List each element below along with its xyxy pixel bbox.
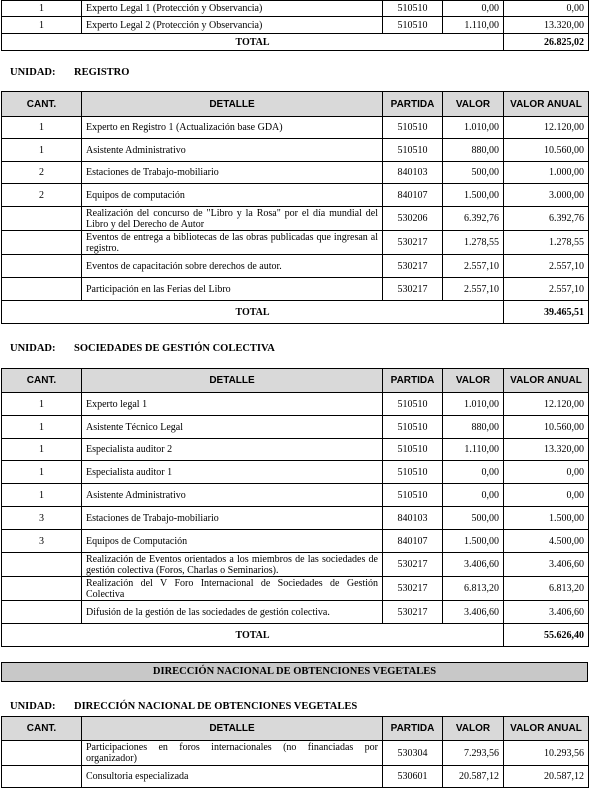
table-row bbox=[2, 416, 589, 439]
cant-cell bbox=[2, 553, 82, 577]
header-row bbox=[2, 92, 589, 117]
cant-cell: 1 bbox=[2, 17, 82, 34]
table-row bbox=[2, 231, 589, 255]
unit-name: DIRECCIÓN NACIONAL DE OBTENCIONES VEGETALES bbox=[74, 701, 358, 712]
anual-cell: 1.500,00 bbox=[504, 507, 589, 530]
detalle-cell: Especialista auditor 1 bbox=[82, 461, 383, 484]
detalle-cell: Experto en Registro 1 (Actualización base GDA) bbox=[82, 117, 383, 139]
partida-cell: 510510 bbox=[383, 484, 443, 507]
anual-cell: 13.320,00 bbox=[504, 439, 589, 461]
table-row bbox=[2, 162, 589, 184]
unit-heading-obtenciones bbox=[10, 701, 357, 712]
header-valor-anual: VALOR ANUAL bbox=[504, 92, 589, 117]
header-cant: CANT. bbox=[2, 717, 82, 741]
valor-cell: 2.557,10 bbox=[443, 278, 504, 301]
valor-cell: 880,00 bbox=[443, 139, 504, 162]
partida-cell: 530217 bbox=[383, 553, 443, 577]
valor-cell: 6.813,20 bbox=[443, 577, 504, 601]
partida-cell: 530217 bbox=[383, 255, 443, 278]
cant-cell bbox=[2, 231, 82, 255]
partida-cell: 510510 bbox=[383, 139, 443, 162]
anual-cell: 2.557,10 bbox=[504, 278, 589, 301]
valor-cell: 1.278,55 bbox=[443, 231, 504, 255]
detalle-cell: Experto Legal 2 (Protección y Observancia) bbox=[82, 17, 383, 34]
anual-cell: 0,00 bbox=[504, 461, 589, 484]
top-budget-table bbox=[1, 0, 589, 51]
valor-cell: 1.010,00 bbox=[443, 393, 504, 416]
cant-cell bbox=[2, 601, 82, 624]
detalle-cell: Equipos de computación bbox=[82, 184, 383, 207]
header-row bbox=[2, 369, 589, 393]
table-row bbox=[2, 553, 589, 577]
valor-cell: 0,00 bbox=[443, 484, 504, 507]
table-row bbox=[2, 1, 589, 17]
header-partida: PARTIDA bbox=[383, 369, 443, 393]
total-row bbox=[2, 624, 589, 647]
anual-cell: 3.000,00 bbox=[504, 184, 589, 207]
cant-cell bbox=[2, 766, 82, 788]
header-valor-anual: VALOR ANUAL bbox=[504, 369, 589, 393]
header-valor-anual: VALOR ANUAL bbox=[504, 717, 589, 741]
anual-cell: 1.278,55 bbox=[504, 231, 589, 255]
unit-heading-sociedades bbox=[10, 343, 275, 354]
header-valor: VALOR bbox=[443, 92, 504, 117]
anual-cell: 4.500,00 bbox=[504, 530, 589, 553]
cant-cell: 1 bbox=[2, 117, 82, 139]
partida-cell: 840107 bbox=[383, 530, 443, 553]
cant-cell: 1 bbox=[2, 139, 82, 162]
header-detalle: DETALLE bbox=[82, 369, 383, 393]
cant-cell bbox=[2, 255, 82, 278]
valor-cell: 1.500,00 bbox=[443, 530, 504, 553]
anual-cell: 12.120,00 bbox=[504, 393, 589, 416]
anual-cell: 3.406,60 bbox=[504, 601, 589, 624]
valor-cell: 1.110,00 bbox=[443, 439, 504, 461]
partida-cell: 530217 bbox=[383, 231, 443, 255]
table-row bbox=[2, 507, 589, 530]
anual-cell: 10.293,56 bbox=[504, 741, 589, 766]
unit-label: UNIDAD: bbox=[10, 701, 56, 712]
partida-cell: 840103 bbox=[383, 507, 443, 530]
total-value: 55.626,40 bbox=[504, 624, 589, 647]
anual-cell: 10.560,00 bbox=[504, 416, 589, 439]
partida-cell: 510510 bbox=[383, 17, 443, 34]
partida-cell: 530304 bbox=[383, 741, 443, 766]
sociedades-budget-table bbox=[1, 368, 589, 647]
unit-name: REGISTRO bbox=[74, 67, 130, 78]
table-row bbox=[2, 741, 589, 766]
table-row bbox=[2, 530, 589, 553]
partida-cell: 530601 bbox=[383, 766, 443, 788]
table-row bbox=[2, 278, 589, 301]
anual-cell: 1.000,00 bbox=[504, 162, 589, 184]
header-detalle: DETALLE bbox=[82, 717, 383, 741]
cant-cell: 1 bbox=[2, 439, 82, 461]
valor-cell: 2.557,10 bbox=[443, 255, 504, 278]
total-label: TOTAL bbox=[2, 624, 504, 647]
table-row bbox=[2, 184, 589, 207]
table-row bbox=[2, 601, 589, 624]
detalle-cell: Estaciones de Trabajo-mobiliario bbox=[82, 507, 383, 530]
valor-cell: 1.500,00 bbox=[443, 184, 504, 207]
detalle-cell: Difusión de la gestión de las sociedades de gestión colectiva. bbox=[82, 601, 383, 624]
total-row bbox=[2, 301, 589, 324]
valor-cell: 1.110,00 bbox=[443, 17, 504, 34]
total-value: 39.465,51 bbox=[504, 301, 589, 324]
detalle-cell: Equipos de Computación bbox=[82, 530, 383, 553]
detalle-cell: Experto legal 1 bbox=[82, 393, 383, 416]
detalle-cell: Estaciones de Trabajo-mobiliario bbox=[82, 162, 383, 184]
detalle-cell: Especialista auditor 2 bbox=[82, 439, 383, 461]
partida-cell: 510510 bbox=[383, 117, 443, 139]
cant-cell: 1 bbox=[2, 1, 82, 17]
cant-cell bbox=[2, 741, 82, 766]
detalle-cell: Consultoria especializada bbox=[82, 766, 383, 788]
table-row bbox=[2, 577, 589, 601]
partida-cell: 530217 bbox=[383, 601, 443, 624]
table-row bbox=[2, 439, 589, 461]
partida-cell: 530217 bbox=[383, 278, 443, 301]
cant-cell bbox=[2, 207, 82, 231]
cant-cell: 2 bbox=[2, 184, 82, 207]
header-partida: PARTIDA bbox=[383, 717, 443, 741]
anual-cell: 12.120,00 bbox=[504, 117, 589, 139]
partida-cell: 510510 bbox=[383, 416, 443, 439]
total-row bbox=[2, 34, 589, 51]
total-label: TOTAL bbox=[2, 34, 504, 51]
table-row bbox=[2, 484, 589, 507]
detalle-cell: Asistente Administrativo bbox=[82, 484, 383, 507]
header-valor: VALOR bbox=[443, 369, 504, 393]
anual-cell: 2.557,10 bbox=[504, 255, 589, 278]
header-row bbox=[2, 717, 589, 741]
valor-cell: 20.587,12 bbox=[443, 766, 504, 788]
partida-cell: 530217 bbox=[383, 577, 443, 601]
cant-cell: 3 bbox=[2, 507, 82, 530]
anual-cell: 13.320,00 bbox=[504, 17, 589, 34]
valor-cell: 1.010,00 bbox=[443, 117, 504, 139]
detalle-cell: Asistente Técnico Legal bbox=[82, 416, 383, 439]
anual-cell: 20.587,12 bbox=[504, 766, 589, 788]
partida-cell: 530206 bbox=[383, 207, 443, 231]
valor-cell: 3.406,60 bbox=[443, 601, 504, 624]
detalle-cell: Realización del concurso de "Libro y la Rosa" por el día mundial del Libro y del Derecho de Autor bbox=[82, 207, 383, 231]
detalle-cell: Participaciones en foros internacionales (no financiadas por organizador) bbox=[82, 741, 383, 766]
total-value: 26.825,02 bbox=[504, 34, 589, 51]
valor-cell: 0,00 bbox=[443, 1, 504, 17]
anual-cell: 3.406,60 bbox=[504, 553, 589, 577]
cant-cell: 1 bbox=[2, 393, 82, 416]
total-label: TOTAL bbox=[2, 301, 504, 324]
detalle-cell: Eventos de entrega a bibliotecas de las obras publicadas que ingresan al registro. bbox=[82, 231, 383, 255]
valor-cell: 500,00 bbox=[443, 507, 504, 530]
detalle-cell: Eventos de capacitación sobre derechos de autor. bbox=[82, 255, 383, 278]
table-row bbox=[2, 766, 589, 788]
valor-cell: 6.392,76 bbox=[443, 207, 504, 231]
table-row bbox=[2, 255, 589, 278]
partida-cell: 510510 bbox=[383, 1, 443, 17]
table-row bbox=[2, 17, 589, 34]
unit-label: UNIDAD: bbox=[10, 67, 56, 78]
detalle-cell: Realización de Eventos orientados a los miembros de las sociedades de gestión colectiva (Foros, Charlas o Seminarios). bbox=[82, 553, 383, 577]
detalle-cell: Asistente Administrativo bbox=[82, 139, 383, 162]
partida-cell: 510510 bbox=[383, 393, 443, 416]
cant-cell: 1 bbox=[2, 484, 82, 507]
cant-cell: 3 bbox=[2, 530, 82, 553]
partida-cell: 840103 bbox=[383, 162, 443, 184]
table-row bbox=[2, 207, 589, 231]
section-banner: DIRECCIÓN NACIONAL DE OBTENCIONES VEGETALES bbox=[1, 662, 588, 682]
header-valor: VALOR bbox=[443, 717, 504, 741]
anual-cell: 0,00 bbox=[504, 1, 589, 17]
detalle-cell: Realización del V Foro Internacional de Sociedades de Gestión Colectiva bbox=[82, 577, 383, 601]
registro-budget-table bbox=[1, 91, 589, 324]
anual-cell: 0,00 bbox=[504, 484, 589, 507]
detalle-cell: Experto Legal 1 (Protección y Observancia) bbox=[82, 1, 383, 17]
anual-cell: 6.813,20 bbox=[504, 577, 589, 601]
anual-cell: 10.560,00 bbox=[504, 139, 589, 162]
header-cant: CANT. bbox=[2, 92, 82, 117]
table-row bbox=[2, 117, 589, 139]
valor-cell: 3.406,60 bbox=[443, 553, 504, 577]
valor-cell: 500,00 bbox=[443, 162, 504, 184]
header-detalle: DETALLE bbox=[82, 92, 383, 117]
valor-cell: 0,00 bbox=[443, 461, 504, 484]
unit-heading-registro bbox=[10, 67, 129, 78]
table-row bbox=[2, 461, 589, 484]
valor-cell: 7.293,56 bbox=[443, 741, 504, 766]
unit-label: UNIDAD: bbox=[10, 343, 56, 354]
table-row bbox=[2, 393, 589, 416]
partida-cell: 510510 bbox=[383, 439, 443, 461]
partida-cell: 510510 bbox=[383, 461, 443, 484]
cant-cell: 1 bbox=[2, 461, 82, 484]
anual-cell: 6.392,76 bbox=[504, 207, 589, 231]
valor-cell: 880,00 bbox=[443, 416, 504, 439]
cant-cell: 1 bbox=[2, 416, 82, 439]
header-cant: CANT. bbox=[2, 369, 82, 393]
header-partida: PARTIDA bbox=[383, 92, 443, 117]
partida-cell: 840107 bbox=[383, 184, 443, 207]
cant-cell bbox=[2, 577, 82, 601]
detalle-cell: Participación en las Ferias del Libro bbox=[82, 278, 383, 301]
table-row bbox=[2, 139, 589, 162]
cant-cell bbox=[2, 278, 82, 301]
unit-name: SOCIEDADES DE GESTIÓN COLECTIVA bbox=[74, 343, 275, 354]
obtenciones-budget-table bbox=[1, 716, 589, 788]
cant-cell: 2 bbox=[2, 162, 82, 184]
